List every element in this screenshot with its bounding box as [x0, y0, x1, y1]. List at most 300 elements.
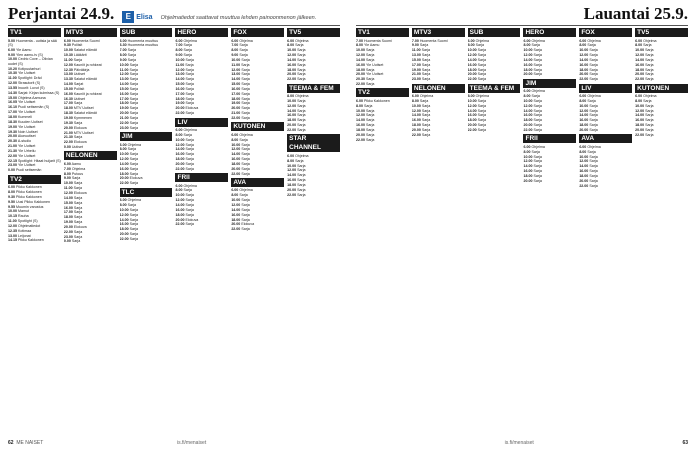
program-title: Sarja: [533, 113, 542, 118]
program-entry: [64, 239, 117, 243]
program-time: 16.00: [467, 113, 477, 118]
program-title: Sarja: [185, 198, 194, 203]
program-title: Salatut elämät: [73, 48, 97, 53]
program-time: 14.30: [8, 90, 17, 95]
program-time: 10.00: [287, 48, 297, 53]
program-time: 15.00: [175, 82, 185, 87]
program-title: Sarja: [183, 188, 192, 193]
program-entry: [120, 126, 173, 130]
program-time: 11.00: [8, 219, 17, 224]
program-time: 20.00: [231, 166, 241, 171]
program-entry: [231, 157, 284, 161]
program-time: 7.00: [231, 43, 239, 48]
program-title: Sarja: [645, 103, 654, 108]
program-title: Sarja: [73, 210, 83, 215]
program-title: Sarja: [241, 198, 250, 203]
program-title: Ohjelma: [239, 132, 253, 137]
program-entry: [356, 39, 409, 43]
program-time: 16.00: [523, 169, 533, 174]
program-time: 18.00: [175, 212, 185, 217]
program-title: Sarja: [589, 53, 598, 58]
program-time: 16.00: [635, 62, 645, 67]
program-time: 10.00: [231, 57, 241, 62]
program-time: 21.30: [8, 148, 17, 153]
program-title: Sarja: [421, 53, 431, 58]
program-title: Sarja: [73, 215, 83, 220]
program-entry: [175, 147, 228, 151]
program-time: 12.00: [231, 147, 241, 152]
program-time: 18.00: [287, 67, 297, 72]
program-entry: [64, 53, 117, 57]
program-time: 14.00: [287, 173, 297, 178]
program-time: 6.30: [119, 43, 127, 48]
program-time: 20.00: [231, 106, 241, 111]
program-entry: [64, 235, 117, 239]
program-time: 12.00: [63, 62, 73, 67]
program-entry: [468, 128, 521, 132]
program-title: Sarja: [185, 137, 194, 142]
program-time: 22.00: [635, 77, 645, 82]
program-title: Sarja: [366, 67, 375, 72]
program-entry: [635, 133, 688, 137]
program-time: 21.30: [63, 135, 73, 140]
program-title: Puoli seitsemän: [16, 168, 42, 173]
program-time: 18.00: [356, 128, 365, 132]
program-entry: [287, 173, 340, 177]
program-entry: [175, 106, 228, 110]
program-time: 9.30: [63, 43, 71, 48]
program-title: Sarja: [589, 103, 598, 108]
program-time: 17.00: [63, 210, 73, 215]
program-entry: [412, 104, 465, 108]
program-time: 14.00: [287, 108, 297, 113]
program-entry: [8, 163, 61, 167]
program-time: 15.00: [8, 95, 17, 100]
program-entry: [468, 48, 521, 52]
program-entry: [287, 188, 340, 192]
program-title: Sarja: [129, 217, 139, 222]
program-title: Ohjelma: [183, 128, 197, 132]
program-title: Sarja: [589, 113, 598, 118]
program-time: 0.00: [8, 168, 15, 173]
program-title: Sarja: [241, 106, 250, 111]
program-entry: [579, 48, 632, 52]
program-time: 18.00: [523, 118, 533, 123]
program-time: 6.00: [175, 38, 183, 43]
program-title: Sarja: [645, 77, 654, 82]
program-title: Sarja: [533, 118, 542, 123]
program-entry: [523, 89, 576, 93]
program-title: Sarja: [185, 202, 194, 207]
program-title: Pikku Kakkonen: [16, 185, 42, 190]
right-header: [356, 4, 688, 22]
program-title: Sarja: [477, 53, 487, 58]
program-time: 14.00: [119, 82, 129, 87]
program-time: 18.00: [119, 227, 129, 232]
program-title: Sarja: [73, 200, 83, 205]
program-title: Sarja: [297, 62, 306, 67]
program-title: Sarja: [71, 239, 81, 244]
program-entry: [8, 205, 61, 209]
program-title: Yle Uutiset: [17, 144, 36, 149]
program-title: Sarja: [129, 91, 139, 96]
program-time: 6.00: [635, 38, 643, 43]
program-time: 13.55: [8, 85, 17, 90]
program-entry: [64, 43, 117, 47]
program-entry: [412, 77, 465, 81]
program-time: 14.00: [523, 108, 533, 113]
program-title: Sarja: [297, 57, 306, 62]
program-entry: [231, 147, 284, 151]
program-time: 16.00: [119, 222, 129, 227]
program-title: Sarja: [129, 72, 139, 77]
program-title: Sarja: [239, 137, 248, 142]
program-time: 14.00: [231, 77, 241, 82]
program-title: Sarja: [533, 62, 542, 67]
program-entry: [175, 218, 228, 222]
channel-header: STAR CHANNEL: [287, 134, 340, 152]
left-footer: [8, 439, 340, 447]
program-title: Sarja: [589, 123, 598, 128]
program-entry: [635, 58, 688, 62]
program-entry: [231, 68, 284, 72]
program-title: Strasutorit (S): [18, 81, 41, 86]
listing-column: [412, 28, 465, 436]
program-title: Yle Uutiset: [17, 163, 36, 168]
program-entry: [231, 218, 284, 222]
program-title: Sarja: [185, 57, 194, 62]
program-time: 18.00: [467, 67, 477, 72]
program-title: Sarja: [589, 57, 598, 62]
program-title: Sarja: [421, 62, 431, 67]
program-title: Sarja: [533, 173, 542, 178]
program-entry: [468, 118, 521, 122]
program-entry: [175, 48, 228, 52]
program-title: Sarja: [477, 57, 487, 62]
program-time: 12.00: [231, 67, 241, 72]
program-entry: [8, 67, 61, 71]
program-title: Ohjelma: [475, 38, 490, 43]
program-entry: [8, 219, 61, 223]
program-entry: [231, 97, 284, 101]
program-time: 20.00: [579, 178, 589, 183]
program-title: Poliisit: [71, 43, 83, 48]
program-time: 8.00: [411, 98, 419, 103]
program-entry: [468, 68, 521, 72]
program-entry: [120, 121, 173, 125]
program-entry: [120, 58, 173, 62]
program-entry: [64, 77, 117, 81]
program-entry: [356, 43, 409, 47]
program-time: 10.15: [8, 214, 17, 219]
program-title: Sarja: [73, 229, 83, 234]
channel-header: TV2: [8, 175, 61, 184]
listing-column: [635, 28, 688, 436]
program-entry: [287, 104, 340, 108]
program-time: 9.30: [8, 194, 15, 199]
program-entry: [64, 68, 117, 72]
program-time: 10.00: [8, 209, 17, 214]
program-time: 16.00: [356, 62, 365, 67]
left-header: [8, 4, 340, 22]
channel-header: NELONEN: [64, 151, 117, 160]
program-entry: [120, 143, 173, 147]
program-entry: [8, 200, 61, 204]
program-title: Sarja: [533, 57, 542, 62]
program-entry: [8, 100, 61, 104]
program-time: 17.00: [231, 91, 241, 96]
program-title: Sarja: [419, 98, 429, 103]
program-entry: [412, 63, 465, 67]
program-time: 0.00: [63, 239, 71, 244]
program-entry: [231, 53, 284, 57]
program-time: 10.30: [8, 71, 17, 76]
program-time: 12.00: [635, 53, 645, 58]
program-time: 19.00: [231, 101, 241, 106]
program-time: 16.00: [523, 113, 533, 118]
program-time: 18.00: [175, 157, 185, 162]
program-title: Sarja: [241, 171, 250, 176]
program-time: 23.00: [119, 125, 129, 130]
program-title: Ohjelma: [239, 38, 253, 43]
program-entry: [468, 43, 521, 47]
program-time: 0.00: [63, 145, 71, 150]
elisa-logo-mark: E: [122, 11, 134, 23]
program-entry: [468, 39, 521, 43]
channel-header: FRII: [523, 134, 576, 143]
program-time: 16.00: [175, 152, 185, 157]
program-entry: [8, 76, 61, 80]
program-time: 19.30: [8, 129, 17, 134]
program-entry: [635, 118, 688, 122]
program-title: Sarja: [73, 195, 83, 200]
program-title: MTV Uutiset: [73, 106, 94, 111]
program-time: 6.00: [63, 38, 71, 43]
program-entry: [8, 91, 61, 95]
program-title: Sarja: [183, 43, 192, 48]
program-entry: [412, 43, 465, 47]
program-title: Pikku Kakkonen: [364, 98, 390, 103]
program-entry: [175, 82, 228, 86]
program-entry: [64, 63, 117, 67]
program-title: Sarja: [421, 123, 431, 128]
listing-column: [523, 28, 576, 436]
program-title: Yle Uutiset: [17, 110, 36, 115]
program-entry: [468, 77, 521, 81]
program-title: Cedric Cove – Olivian uudet (S): [8, 57, 53, 66]
program-entry: [175, 133, 228, 137]
program-title: Sarja: [533, 108, 542, 113]
program-title: Elokuva: [73, 140, 87, 145]
program-entry: [523, 145, 576, 149]
program-time: 10.00: [579, 103, 589, 108]
left-page-number: 62: [8, 440, 14, 446]
left-listing-grid: [8, 28, 340, 436]
program-entry: [64, 39, 117, 43]
program-entry: [175, 162, 228, 166]
program-entry: [468, 99, 521, 103]
program-entry: [120, 162, 173, 166]
program-entry: [579, 113, 632, 117]
program-entry: [412, 123, 465, 127]
program-time: 12.00: [119, 72, 129, 77]
program-title: Sarja: [366, 53, 375, 58]
program-time: 14.00: [287, 57, 297, 62]
program-entry: [175, 77, 228, 81]
program-time: 10.00: [356, 108, 365, 113]
program-title: Sarja: [531, 94, 540, 99]
program-entry: [412, 39, 465, 43]
program-time: 9.00: [175, 53, 183, 58]
program-title: Sarja: [645, 113, 654, 118]
program-title: Sarja: [239, 48, 248, 53]
program-entry: [287, 154, 340, 158]
program-title: Sarja: [241, 82, 250, 87]
program-time: 20.00: [119, 111, 129, 116]
program-entry: [231, 172, 284, 176]
program-entry: [468, 58, 521, 62]
program-entry: [231, 167, 284, 171]
program-entry: [287, 48, 340, 52]
channel-header: JIM: [523, 79, 576, 88]
program-entry: [8, 120, 61, 124]
program-title: Sarja: [185, 82, 194, 87]
program-title: Sarja: [241, 72, 250, 77]
program-title: Ohjelma: [183, 38, 197, 43]
program-title: Elokuva: [73, 125, 87, 130]
program-title: Sarja: [127, 48, 137, 53]
program-title: Ylen aamu-tv (S): [15, 52, 43, 57]
program-title: Ohjelma: [127, 142, 142, 147]
program-time: 6.00: [523, 38, 531, 43]
channel-header: KUTONEN: [635, 84, 688, 93]
program-title: Sarja: [295, 158, 304, 163]
program-title: Sarja: [241, 67, 250, 72]
program-entry: [8, 209, 61, 213]
program-title: Elokuva: [241, 222, 255, 227]
program-title: Sarja: [366, 118, 375, 123]
program-time: 19.00: [175, 101, 185, 106]
program-time: 18.00: [467, 118, 477, 123]
program-time: 10.00: [579, 48, 589, 53]
program-title: Yle Aamu: [363, 43, 380, 48]
program-title: Sarja: [589, 159, 598, 164]
program-time: 12.00: [579, 108, 589, 113]
program-title: Ohjelma: [127, 198, 142, 203]
channel-header: TV5: [635, 28, 688, 37]
program-time: 22.00: [356, 82, 365, 87]
program-time: 20.00: [63, 224, 73, 229]
program-time: 8.00: [635, 98, 643, 103]
program-entry: [120, 43, 173, 47]
program-entry: [175, 138, 228, 142]
program-time: 10.00: [231, 142, 241, 147]
program-time: 16.00: [287, 62, 297, 67]
listing-column: [8, 28, 61, 436]
program-time: 10.00: [231, 198, 241, 203]
program-time: 12.00: [63, 190, 73, 195]
program-time: 23.00: [63, 234, 73, 239]
program-entry: [523, 159, 576, 163]
program-title: Huomenta - uutisia ja sää (S): [8, 38, 57, 47]
program-time: 10.00: [175, 57, 185, 62]
program-entry: [8, 139, 61, 143]
program-time: 19.00: [63, 220, 73, 225]
program-title: Sarja: [129, 106, 139, 111]
program-entry: [120, 147, 173, 151]
program-title: Sarja: [241, 111, 250, 116]
program-title: Sarja: [533, 67, 542, 72]
program-entry: [579, 155, 632, 159]
program-entry: [120, 218, 173, 222]
program-entry: [8, 48, 61, 52]
program-title: Sarja: [185, 166, 194, 171]
program-entry: [175, 101, 228, 105]
channel-header: FOX: [579, 28, 632, 37]
program-time: 13.00: [231, 72, 241, 77]
program-time: 8.00: [119, 202, 127, 207]
program-title: Sarja: [73, 220, 83, 225]
program-entry: [579, 128, 632, 132]
program-time: 22.00: [579, 77, 589, 82]
program-time: 13.00: [119, 77, 129, 82]
program-entry: [231, 48, 284, 52]
right-listing-grid: [356, 28, 688, 436]
left-day-title: Perjantai 24.9.: [8, 4, 115, 23]
program-time: 16.00: [175, 86, 185, 91]
program-entry: [231, 138, 284, 142]
program-entry: [120, 116, 173, 120]
program-time: 8.00: [523, 94, 531, 99]
program-entry: [64, 97, 117, 101]
program-entry: [120, 208, 173, 212]
program-title: Rauha: [18, 214, 29, 219]
program-entry: [120, 157, 173, 161]
program-entry: [64, 201, 117, 205]
program-title: Sarja: [366, 132, 375, 137]
program-title: Ohjelma: [71, 166, 86, 171]
program-entry: [64, 186, 117, 190]
program-entry: [635, 53, 688, 57]
program-time: 16.10: [8, 105, 17, 110]
program-entry: [64, 101, 117, 105]
program-title: Sarja: [366, 123, 375, 128]
program-entry: [635, 43, 688, 47]
program-title: Huomenta muuttuu: [127, 38, 159, 43]
program-time: 12.00: [175, 67, 185, 72]
program-entry: [579, 99, 632, 103]
program-time: 14.00: [175, 77, 185, 82]
program-entry: [635, 77, 688, 81]
program-time: 22.00: [63, 229, 73, 234]
program-title: Sarja: [645, 132, 654, 137]
program-time: 11.00: [8, 76, 17, 81]
listing-column: [287, 28, 340, 436]
program-title: Uutiset: [73, 96, 86, 101]
program-entry: [356, 109, 409, 113]
program-title: Sarja: [533, 164, 542, 169]
channel-header: TV1: [356, 28, 409, 37]
program-time: 9.00: [8, 52, 15, 57]
channel-header: LIV: [175, 118, 228, 127]
program-title: Ohjelma: [295, 38, 309, 43]
program-entry: [120, 101, 173, 105]
program-title: Yle Aamu: [15, 47, 32, 52]
program-time: 21.00: [231, 111, 241, 116]
program-time: 9.50: [8, 199, 15, 204]
program-title: Sarja: [297, 53, 306, 58]
program-time: 6.00: [356, 98, 363, 103]
